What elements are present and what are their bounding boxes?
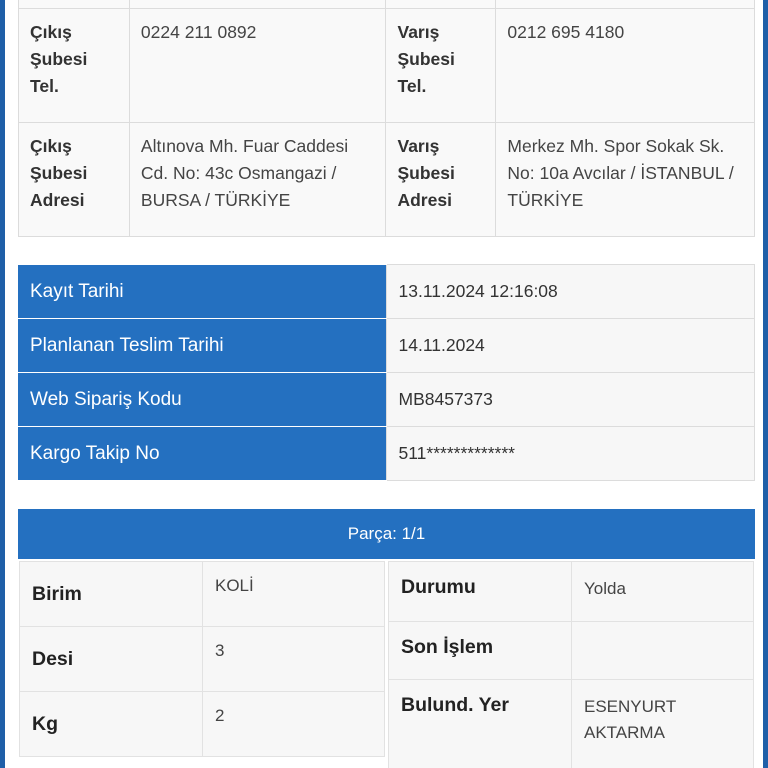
table-row-cut [19,0,755,9]
table-row [20,627,385,692]
status-value: Yolda [572,562,754,622]
record-date-label: Kayıt Tarihi [18,265,386,319]
unit-label: Birim [20,562,203,627]
table-row [18,265,755,319]
parcel-body [18,559,755,768]
location-value: ESENYURT AKTARMA [572,680,754,768]
arrival-branch-phone-label: Varış Şubesi Tel. [386,9,496,123]
status-label: Durumu [389,562,572,622]
table-row [20,692,385,757]
record-date-value: 13.11.2024 12:16:08 [386,265,755,319]
table-row [18,319,755,373]
departure-branch-phone-label: Çıkış Şubesi Tel. [19,9,130,123]
parcel-section [18,509,755,768]
table-row [389,622,754,680]
arrival-branch-address-label: Varış Şubesi Adresi [386,123,496,237]
arrival-branch-phone-value: 0212 695 4180 [496,9,755,123]
unit-value: KOLİ [203,562,385,627]
branch-info-table [18,0,755,237]
weight-value: 2 [203,692,385,757]
table-row [19,123,755,237]
web-order-code-value: MB8457373 [386,373,755,427]
table-row [18,373,755,427]
web-order-code-label: Web Sipariş Kodu [18,373,386,427]
table-row [20,562,385,627]
tracking-number-label: Kargo Takip No [18,427,386,481]
parcel-status-table [388,561,754,768]
departure-branch-address-value: Altınova Mh. Fuar Caddesi Cd. No: 43c Osmangazi / BURSA / TÜRKİYE [129,123,386,237]
desi-value: 3 [203,627,385,692]
table-row [18,427,755,481]
weight-label: Kg [20,692,203,757]
parcel-header: Parça: 1/1 [18,509,755,559]
table-row [389,680,754,768]
departure-branch-phone-value: 0224 211 0892 [129,9,386,123]
planned-delivery-date-label: Planlanan Teslim Tarihi [18,319,386,373]
parcel-details-table [19,561,385,757]
table-row [19,9,755,123]
desi-label: Desi [20,627,203,692]
last-action-label: Son İşlem [389,622,572,680]
tracking-number-value: 511************* [386,427,755,481]
arrival-branch-address-value: Merkez Mh. Spor Sokak Sk. No: 10a Avcılar / İSTANBUL / TÜRKİYE [496,123,755,237]
planned-delivery-date-value: 14.11.2024 [386,319,755,373]
table-row [389,562,754,622]
departure-branch-address-label: Çıkış Şubesi Adresi [19,123,130,237]
location-label: Bulund. Yer [389,680,572,768]
last-action-value [572,622,754,680]
shipment-info-table [18,264,755,481]
